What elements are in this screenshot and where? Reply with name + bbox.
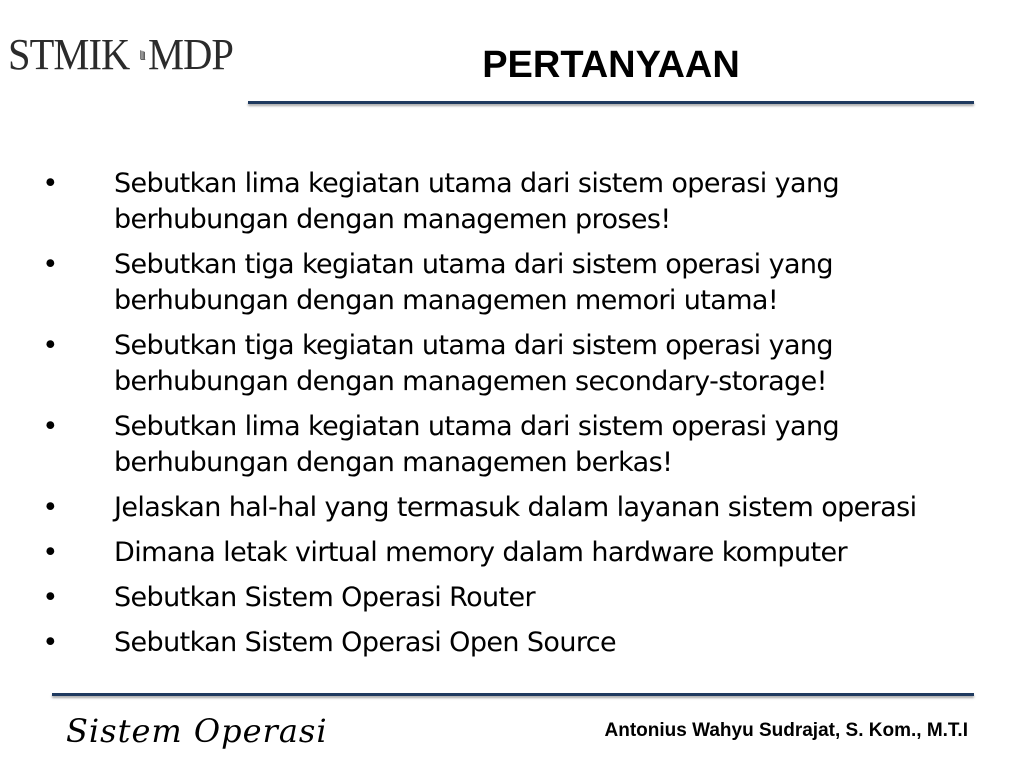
footer-divider xyxy=(52,693,974,696)
bullet-icon: • xyxy=(42,627,58,658)
question-text: Dimana letak virtual memory dalam hardware komputer xyxy=(114,537,847,568)
bullet-icon: • xyxy=(42,492,58,523)
logo-text-left: STMIK xyxy=(8,30,130,79)
list-item xyxy=(40,166,990,238)
list-item xyxy=(40,535,990,571)
list-item xyxy=(40,328,990,400)
bullet-icon: • xyxy=(42,330,58,361)
list-item xyxy=(40,490,990,526)
list-item xyxy=(40,247,990,319)
logo-text-right: MDP xyxy=(147,30,233,79)
author-name: Antonius Wahyu Sudrajat, S. Kom., M.T.I xyxy=(604,720,968,741)
page-title: PERTANYAAN xyxy=(482,44,740,86)
question-text: Sebutkan lima kegiatan utama dari sistem operasi yang berhubungan dengan managemen proses! xyxy=(114,168,840,235)
logo xyxy=(8,14,240,96)
book-icon xyxy=(140,15,146,95)
list-item xyxy=(40,625,990,661)
bullet-icon: • xyxy=(42,168,58,199)
question-text: Sebutkan tiga kegiatan utama dari sistem operasi yang berhubungan dengan managemen memori utama! xyxy=(114,249,833,316)
header-divider xyxy=(248,101,974,104)
question-text: Jelaskan hal-hal yang termasuk dalam layanan sistem operasi xyxy=(114,492,917,523)
bullet-icon: • xyxy=(42,582,58,613)
list-item xyxy=(40,580,990,616)
course-name: Sistem Operasi xyxy=(66,712,328,750)
question-text: Sebutkan Sistem Operasi Router xyxy=(114,582,536,613)
question-text: Sebutkan lima kegiatan utama dari sistem operasi yang berhubungan dengan managemen berkas! xyxy=(114,411,840,478)
bullet-icon: • xyxy=(42,537,58,568)
bullet-icon: • xyxy=(42,411,58,442)
question-text: Sebutkan tiga kegiatan utama dari sistem operasi yang berhubungan dengan managemen secondary-storage! xyxy=(114,330,833,397)
question-text: Sebutkan Sistem Operasi Open Source xyxy=(114,627,617,658)
question-list xyxy=(40,166,990,670)
list-item xyxy=(40,409,990,481)
bullet-icon: • xyxy=(42,249,58,280)
